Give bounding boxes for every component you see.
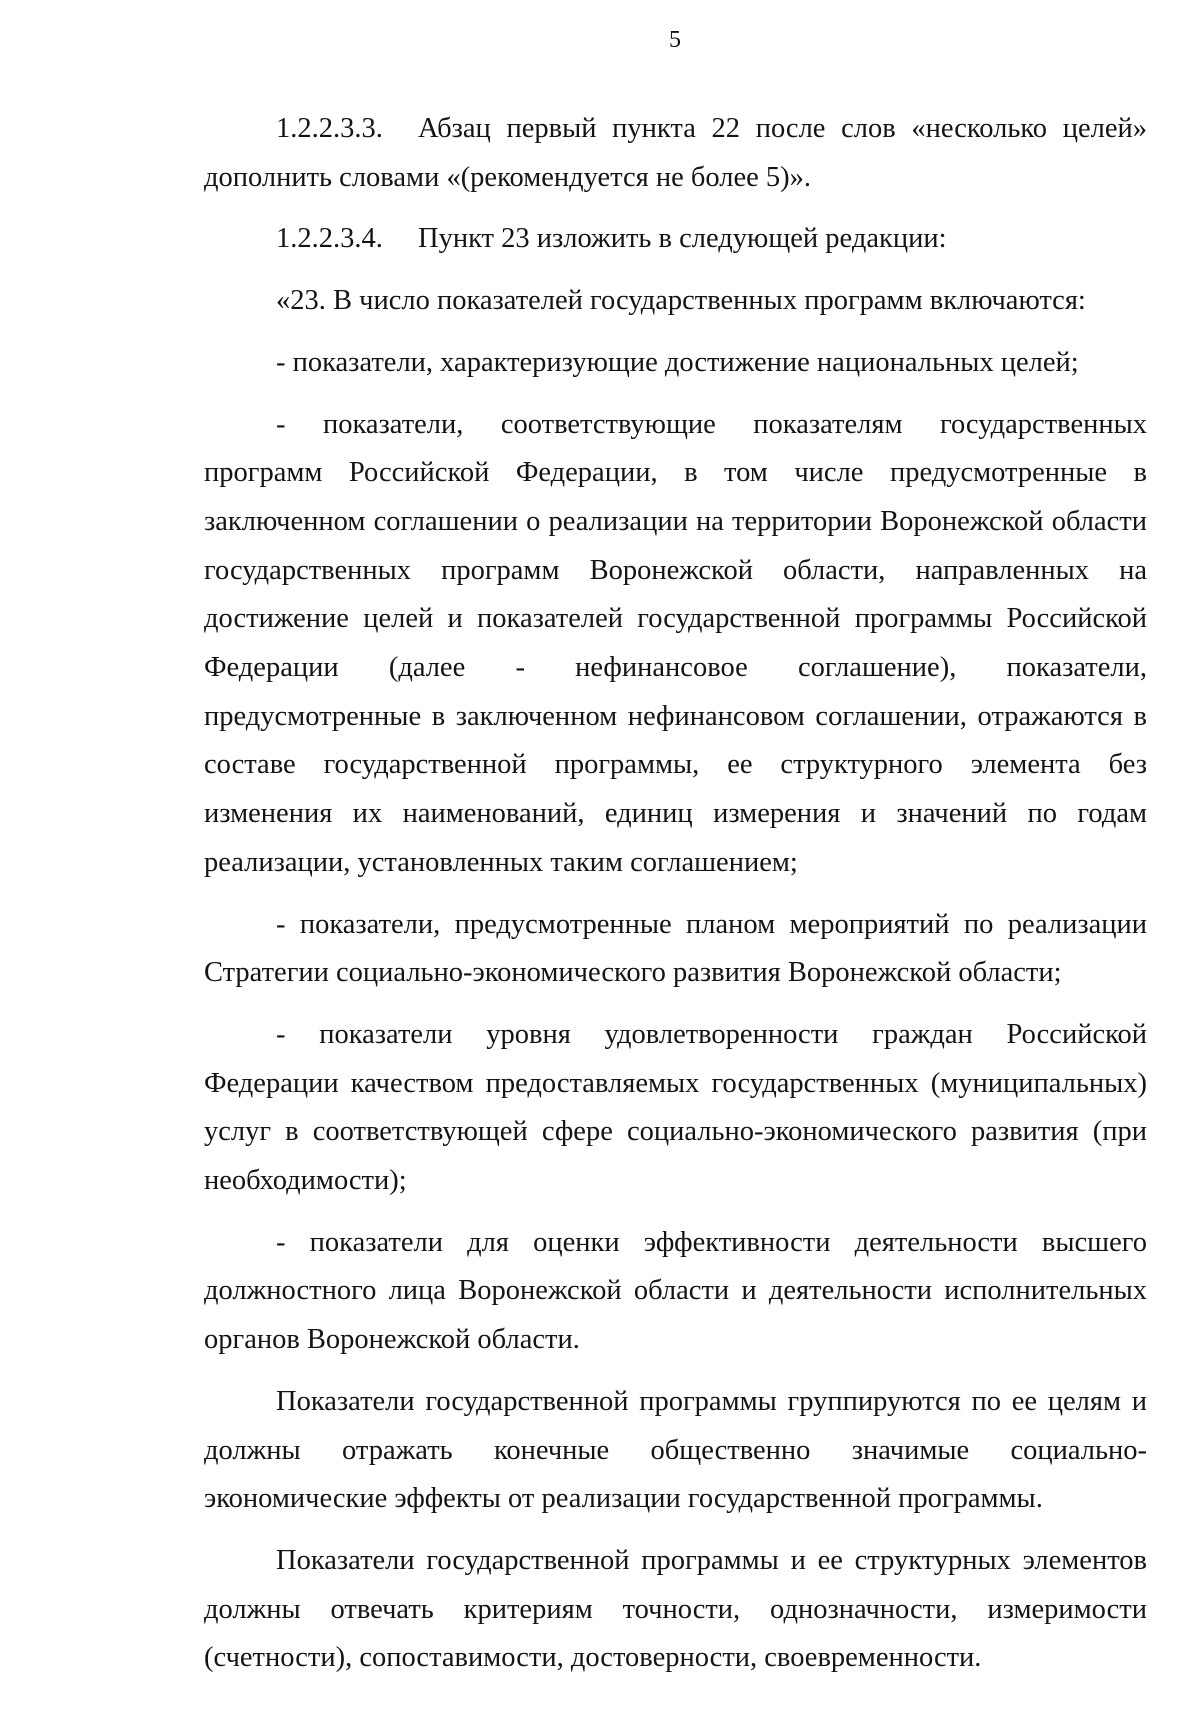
paragraph-1-2-2-3-4 bbox=[204, 215, 1147, 264]
paragraph-item-23-intro: «23. В число показателей государственных программ включаются: bbox=[276, 285, 1086, 317]
paragraph-text: Пункт 23 изложить в следующей редакции: bbox=[418, 223, 947, 255]
clause-number: 1.2.2.3.4. bbox=[276, 223, 383, 255]
paragraph-federal-indicators: - показатели, соответствующие показателям государственных программ Российской Федерации, в том числе предусмотренные в заключенном соглашении о реализации на территории Воронежской области государственных программ Воронежской области, направленных на достижение целей и показателей государственной программы Российской Федерации (далее - нефинансовое соглашение), показатели, предусмотренные в заключенном нефинансовом соглашении, отражаются в составе государственной программы, ее структурного элемента без изменения их наименований, единиц измерения и значений по годам реализации, установленных таким соглашением; bbox=[204, 408, 1147, 878]
paragraph-criteria: Показатели государственной программы и ее структурных элементов должны отвечать критериям точности, однозначности, измеримости (счетности), сопоставимости, достоверности, своевременности. bbox=[204, 1544, 1147, 1674]
paragraph-text: Абзац первый пункта 22 после слов «несколько целей» дополнить словами «(рекомендуется не более 5)». bbox=[204, 113, 1147, 193]
page-number: 5 bbox=[669, 27, 681, 53]
paragraph-grouping: Показатели государственной программы группируются по ее целям и должны отражать конечные общественно значимые социально-экономические эффекты от реализации государственной программы. bbox=[204, 1385, 1147, 1515]
clause-number: 1.2.2.3.3. bbox=[276, 113, 383, 144]
paragraph-satisfaction-indicators: - показатели уровня удовлетворенности граждан Российской Федерации качеством предоставляемых государственных (муниципальных) услуг в соответствующей сфере социально-экономического развития (при необходимости); bbox=[204, 1018, 1147, 1197]
paragraph-1-2-2-3-3 bbox=[204, 105, 1147, 202]
document-body bbox=[204, 105, 1147, 1683]
paragraph-efficiency-indicators: - показатели для оценки эффективности деятельности высшего должностного лица Воронежской области и деятельности исполнительных органов Воронежской области. bbox=[204, 1226, 1147, 1356]
paragraph-strategy-indicators: - показатели, предусмотренные планом мероприятий по реализации Стратегии социально-экономического развития Воронежской области; bbox=[204, 908, 1147, 989]
paragraph-national-goals: - показатели, характеризующие достижение национальных целей; bbox=[276, 346, 1079, 378]
